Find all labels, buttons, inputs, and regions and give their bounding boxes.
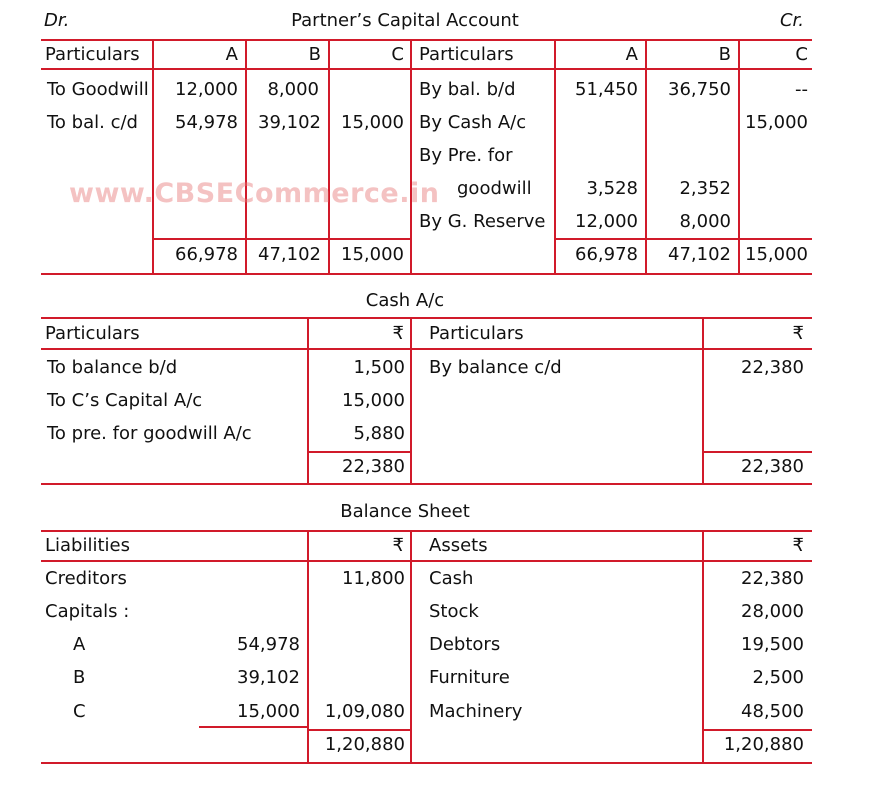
capital-header-bottom-line	[41, 68, 812, 70]
bs-asset-label: Debtors	[429, 634, 501, 655]
cash-col-divider	[307, 318, 309, 483]
bs-asset-amt: 48,500	[741, 701, 804, 722]
capital-col-divider	[738, 40, 740, 273]
capital-left-total-line	[152, 238, 410, 240]
bs-header-rupee: ₹	[792, 535, 804, 556]
cash-header-rupee: ₹	[392, 323, 404, 344]
capital-right-row-c: --	[795, 79, 808, 100]
capital-right-row-a: 3,528	[586, 178, 638, 199]
capital-right-row-b: 2,352	[679, 178, 731, 199]
bs-col-divider	[702, 531, 704, 762]
bs-asset-label: Machinery	[429, 701, 523, 722]
bs-capital-amt: 39,102	[237, 667, 300, 688]
capital-col-divider	[152, 40, 154, 273]
bs-right-total: 1,20,880	[723, 734, 804, 755]
cash-header-bottom-line	[41, 348, 812, 350]
dr-label: Dr.	[44, 10, 70, 31]
capital-right-row-label: By G. Reserve	[419, 211, 546, 232]
capital-col-divider	[554, 40, 556, 273]
capital-right-row-a: 51,450	[575, 79, 638, 100]
cash-header-top-line	[41, 317, 812, 319]
capital-right-row-b: 8,000	[679, 211, 731, 232]
cash-header-particulars: Particulars	[45, 323, 140, 344]
capital-left-row-b: 8,000	[267, 79, 319, 100]
capital-right-row-label: By Pre. for	[419, 145, 513, 166]
capital-header-c: C	[795, 44, 808, 65]
bs-left-total: 1,20,880	[324, 734, 405, 755]
capital-right-row-a: 12,000	[575, 211, 638, 232]
cash-left-row-amt: 1,500	[353, 357, 405, 378]
bs-asset-amt: 22,380	[741, 568, 804, 589]
balance-sheet-title: Balance Sheet	[340, 501, 470, 522]
capital-header-a: A	[625, 44, 638, 65]
cash-left-row-amt: 15,000	[342, 390, 405, 411]
capital-header-a: A	[225, 44, 238, 65]
bs-creditors-label: Creditors	[45, 568, 127, 589]
watermark-text: www.CBSECommerce.in	[69, 178, 440, 209]
bs-header-bottom-line	[41, 560, 812, 562]
cash-left-row-amt: 5,880	[353, 423, 405, 444]
bs-left-total-line	[307, 729, 410, 731]
bs-capital-amt: 15,000	[237, 701, 300, 722]
capital-header-particulars: Particulars	[419, 44, 514, 65]
capital-col-divider	[245, 40, 247, 273]
bs-capitals-subtotal-line	[199, 726, 307, 728]
cash-right-row-label: By balance c/d	[429, 357, 562, 378]
cash-left-row-label: To C’s Capital A/c	[47, 390, 203, 411]
bs-asset-amt: 2,500	[752, 667, 804, 688]
cash-bottom-line	[41, 483, 812, 485]
capital-header-top-line	[41, 39, 812, 41]
capital-left-total-c: 15,000	[341, 244, 404, 265]
capital-bottom-line	[41, 273, 812, 275]
cr-label: Cr.	[779, 10, 804, 31]
bs-asset-label: Cash	[429, 568, 474, 589]
capital-right-total-c: 15,000	[745, 244, 808, 265]
capital-col-divider	[410, 40, 412, 273]
cash-col-divider	[702, 318, 704, 483]
capital-header-b: B	[718, 44, 731, 65]
bs-capital-partner: C	[73, 701, 86, 722]
capital-left-row-c: 15,000	[341, 112, 404, 133]
bs-col-divider	[410, 531, 412, 762]
capital-right-row-label: By bal. b/d	[419, 79, 516, 100]
cash-left-row-label: To balance b/d	[47, 357, 178, 378]
capital-right-row-c: 15,000	[745, 112, 808, 133]
cash-right-row-amt: 22,380	[741, 357, 804, 378]
bs-capital-partner: B	[73, 667, 86, 688]
capital-col-divider	[645, 40, 647, 273]
bs-right-total-line	[702, 729, 812, 731]
bs-asset-label: Furniture	[429, 667, 510, 688]
bs-capitals-label: Capitals :	[45, 601, 130, 622]
cash-left-total: 22,380	[342, 456, 405, 477]
bs-col-divider	[307, 531, 309, 762]
capital-account-title: Partner’s Capital Account	[291, 10, 519, 31]
cash-right-total-line	[702, 451, 812, 453]
cash-header-particulars: Particulars	[429, 323, 524, 344]
capital-right-total-a: 66,978	[575, 244, 638, 265]
bs-creditors-amt: 11,800	[342, 568, 405, 589]
capital-left-row-a: 12,000	[175, 79, 238, 100]
capital-right-row-b: 36,750	[668, 79, 731, 100]
bs-capital-amt: 54,978	[237, 634, 300, 655]
bs-header-top-line	[41, 530, 812, 532]
bs-capital-partner: A	[73, 634, 86, 655]
bs-header-liabilities: Liabilities	[45, 535, 130, 556]
bs-bottom-line	[41, 762, 812, 764]
cash-header-rupee: ₹	[792, 323, 804, 344]
capital-header-particulars: Particulars	[45, 44, 140, 65]
cash-account-title: Cash A/c	[365, 290, 445, 311]
capital-left-total-a: 66,978	[175, 244, 238, 265]
cash-col-divider	[410, 318, 412, 483]
bs-capitals-total: 1,09,080	[324, 701, 405, 722]
bs-asset-amt: 28,000	[741, 601, 804, 622]
capital-left-total-b: 47,102	[258, 244, 321, 265]
cash-left-row-label: To pre. for goodwill A/c	[47, 423, 252, 444]
capital-left-row-label: To bal. c/d	[47, 112, 138, 133]
capital-col-divider	[328, 40, 330, 273]
bs-header-rupee: ₹	[392, 535, 404, 556]
capital-right-row-label: goodwill	[457, 178, 532, 199]
capital-right-row-label: By Cash A/c	[419, 112, 527, 133]
capital-right-total-b: 47,102	[668, 244, 731, 265]
capital-left-row-b: 39,102	[258, 112, 321, 133]
bs-asset-amt: 19,500	[741, 634, 804, 655]
capital-header-b: B	[308, 44, 321, 65]
capital-left-row-a: 54,978	[175, 112, 238, 133]
bs-header-assets: Assets	[429, 535, 488, 556]
capital-right-total-line	[554, 238, 812, 240]
cash-left-total-line	[307, 451, 410, 453]
capital-header-c: C	[391, 44, 404, 65]
bs-asset-label: Stock	[429, 601, 479, 622]
capital-left-row-label: To Goodwill	[47, 79, 149, 100]
cash-right-total: 22,380	[741, 456, 804, 477]
